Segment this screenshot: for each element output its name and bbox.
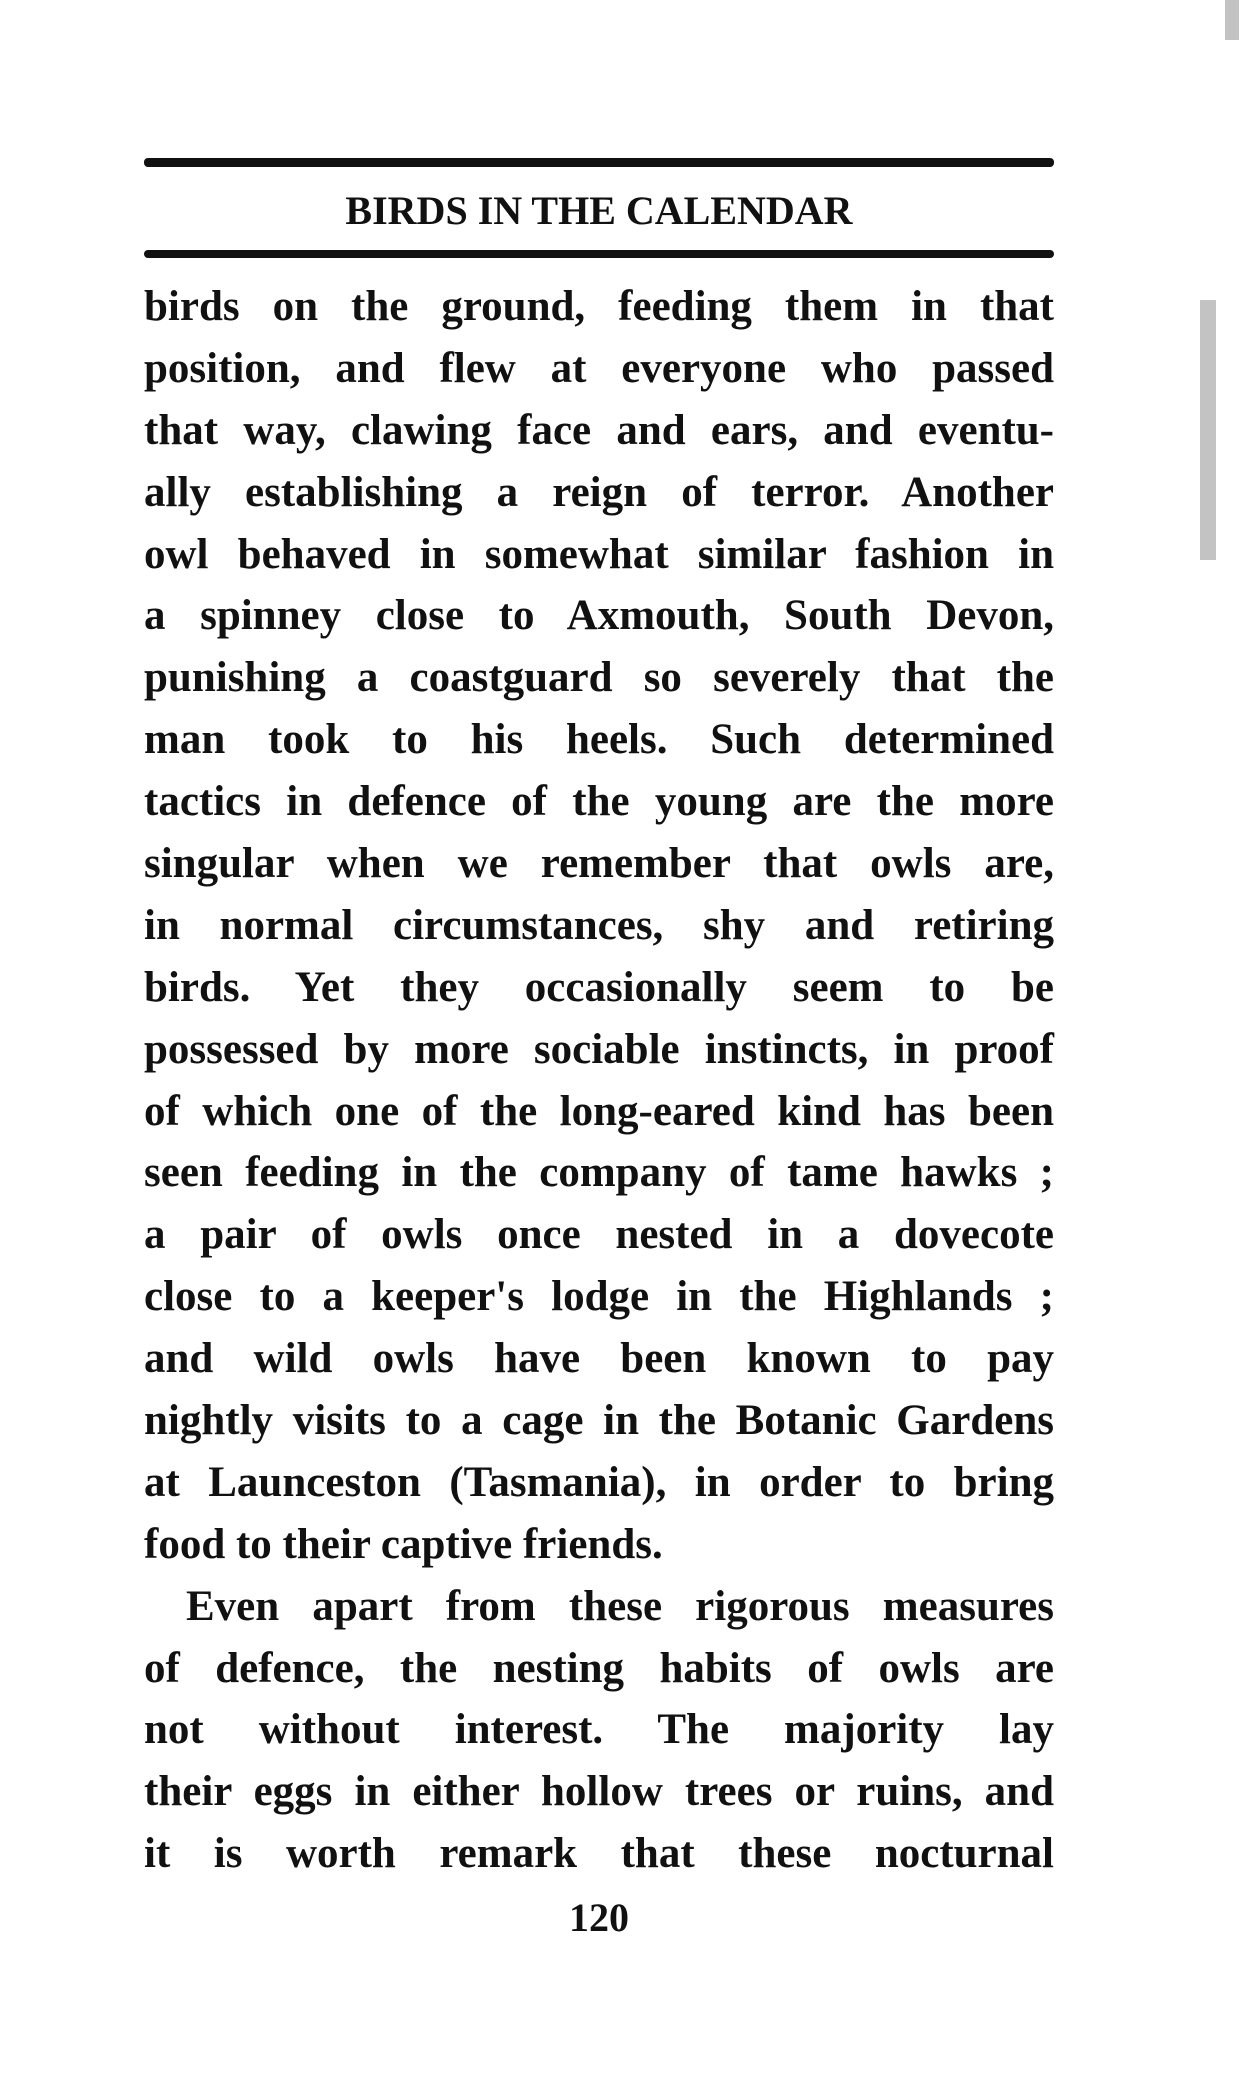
text-line: of which one of the long-eared kind has been	[144, 1087, 1054, 1135]
text-line: their eggs in either hollow trees or ruins, and	[144, 1768, 1054, 1816]
header-top-rule	[144, 158, 1054, 167]
text-line: Even apart from these rigorous measures	[186, 1582, 1054, 1630]
scan-noise	[1200, 300, 1216, 560]
text-line: that way, clawing face and ears, and eventu-	[144, 406, 1054, 454]
text-line: it is worth remark that these nocturnal	[144, 1830, 1054, 1878]
text-line: nightly visits to a cage in the Botanic Gardens	[144, 1397, 1054, 1445]
text-line: a pair of owls once nested in a dovecote	[144, 1211, 1054, 1259]
text-line: not without interest. The majority lay	[144, 1706, 1054, 1754]
body-text	[144, 276, 1054, 1885]
text-line: owl behaved in somewhat similar fashion in	[144, 530, 1054, 578]
header-bottom-rule	[144, 250, 1054, 258]
text-line: possessed by more sociable instincts, in proof	[144, 1025, 1054, 1073]
text-line: in normal circumstances, shy and retiring	[144, 901, 1054, 949]
page-number: 120	[569, 1895, 629, 1940]
text-line: seen feeding in the company of tame hawks ;	[144, 1149, 1054, 1197]
text-line: food to their captive friends.	[144, 1520, 663, 1568]
text-line: a spinney close to Axmouth, South Devon,	[144, 592, 1054, 640]
text-line: of defence, the nesting habits of owls are	[144, 1644, 1054, 1692]
text-line: birds on the ground, feeding them in that	[144, 283, 1054, 330]
text-line: tactics in defence of the young are the more	[144, 778, 1054, 826]
text-line: position, and flew at everyone who passed	[144, 344, 1054, 392]
text-line: ally establishing a reign of terror. Another	[144, 468, 1054, 516]
text-line: at Launceston (Tasmania), in order to bring	[144, 1458, 1054, 1506]
text-line: birds. Yet they occasionally seem to be	[144, 963, 1054, 1011]
running-header: BIRDS IN THE CALENDAR	[345, 188, 853, 233]
text-line: singular when we remember that owls are,	[144, 840, 1054, 888]
scan-noise	[1225, 0, 1239, 40]
text-line: and wild owls have been known to pay	[144, 1335, 1054, 1383]
text-line: man took to his heels. Such determined	[144, 716, 1054, 764]
text-line: punishing a coastguard so severely that the	[144, 654, 1054, 702]
text-line: close to a keeper's lodge in the Highlands ;	[144, 1273, 1054, 1321]
